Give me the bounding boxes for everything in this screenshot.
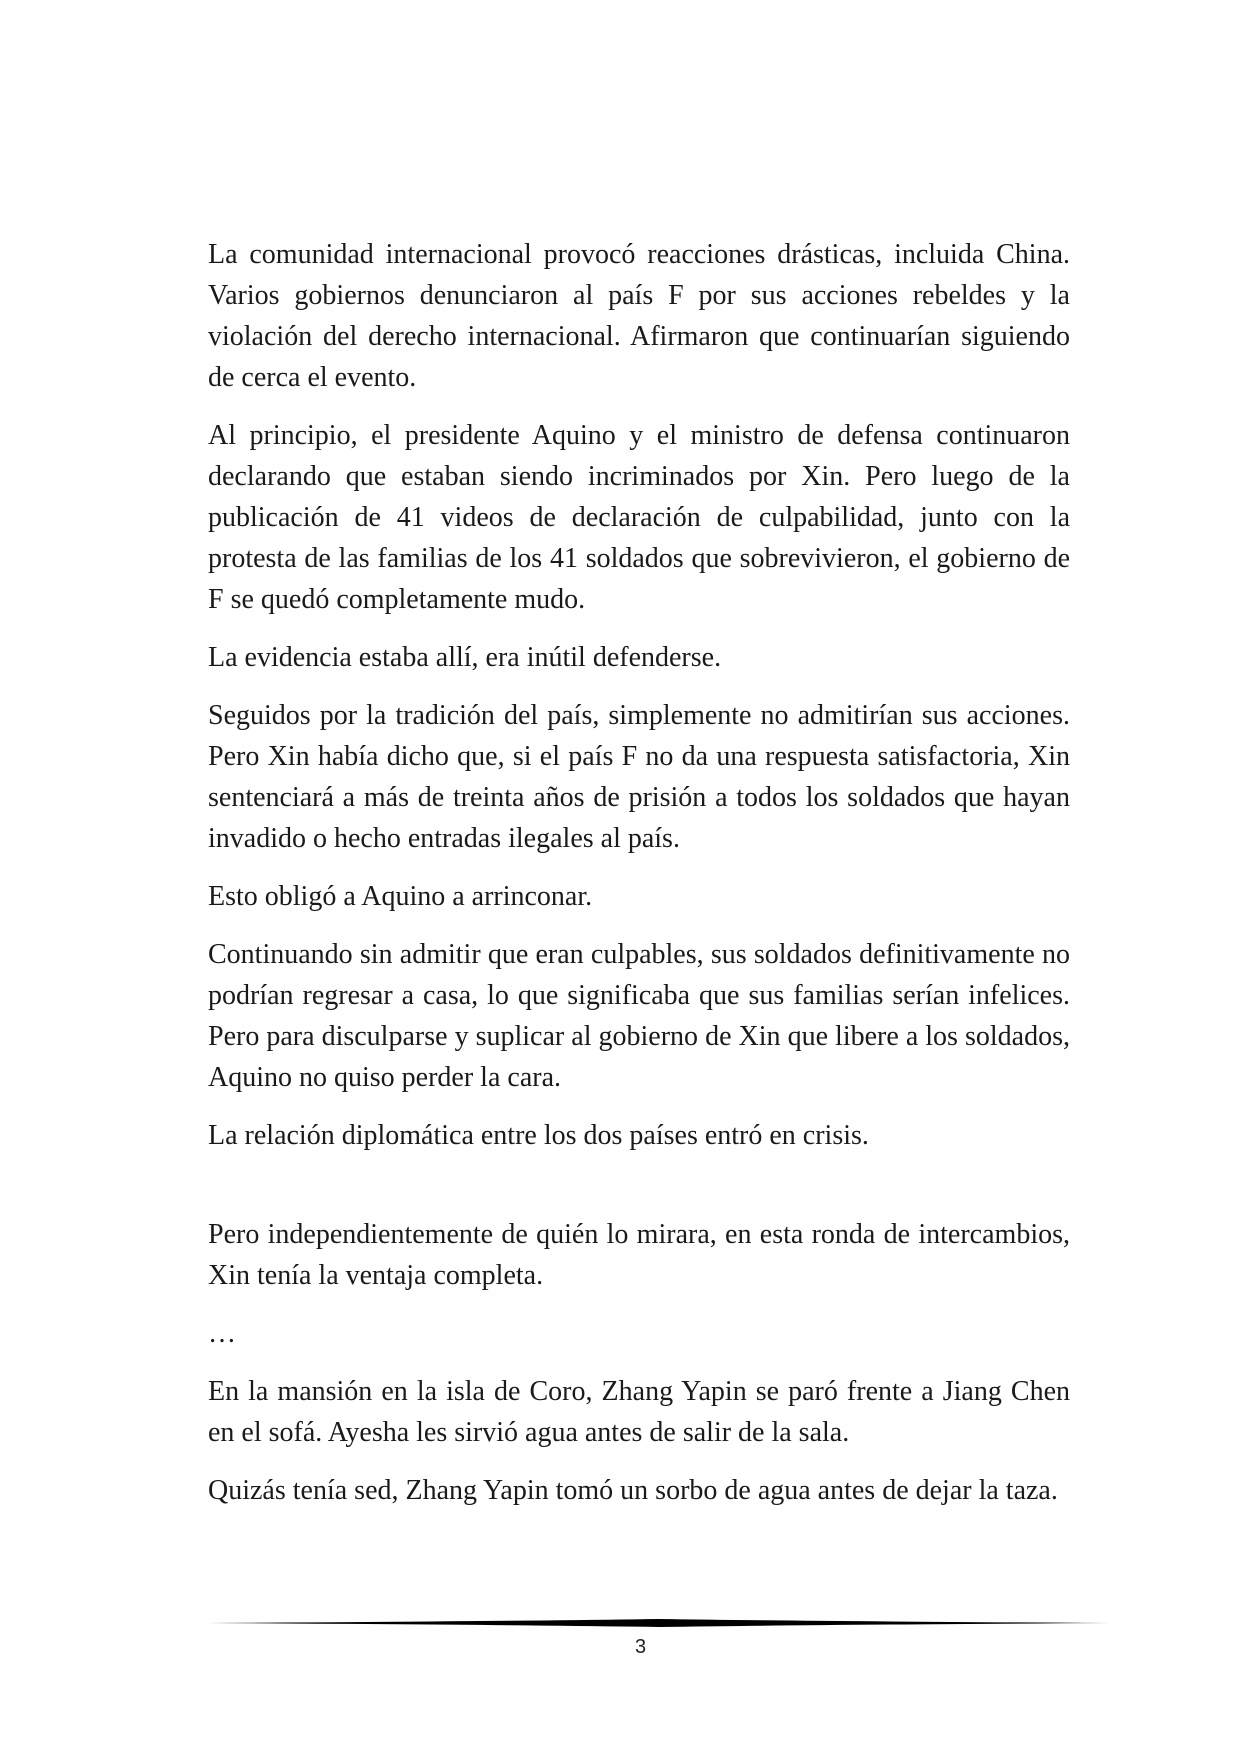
paragraph-2: Al principio, el presidente Aquino y el ministro de defensa continuaron declarando que estaban siendo incriminados por Xin. Pero luego de la publicación de 41 videos de declaración de culpabilidad, junto con la protesta de las familias de los 41 soldados que sobrevivieron, el gobierno de F se quedó completamente mudo.	[208, 420, 1070, 615]
footer-rule	[208, 1618, 1110, 1628]
paragraph-5: Esto obligó a Aquino a arrinconar.	[208, 881, 593, 912]
paragraph-6: Continuando sin admitir que eran culpables, sus soldados definitivamente no podrían regresar a casa, lo que significaba que sus familias serían infelices. Pero para disculparse y suplicar al gobierno de Xin que libere a los soldados, Aquino no quiso perder la cara.	[208, 939, 1070, 1093]
body-text	[208, 234, 1070, 1528]
paragraph-7: La relación diplomática entre los dos países entró en crisis.	[208, 1120, 869, 1151]
paragraph-10: Quizás tenía sed, Zhang Yapin tomó un sorbo de agua antes de dejar la taza.	[208, 1475, 1058, 1506]
page-number: 3	[634, 1636, 647, 1658]
paragraph-8: Pero independientemente de quién lo mirara, en esta ronda de intercambios, Xin tenía la ventaja completa.	[208, 1219, 1070, 1291]
paragraph-3: La evidencia estaba allí, era inútil defenderse.	[208, 642, 722, 673]
paragraph-9: En la mansión en la isla de Coro, Zhang Yapin se paró frente a Jiang Chen en el sofá. Ayesha les sirvió agua antes de salir de la sala.	[208, 1376, 1070, 1448]
paragraph-1: La comunidad internacional provocó reacciones drásticas, incluida China. Varios gobiernos denunciaron al país F por sus acciones rebeldes y la violación del derecho internacional. Afirmaron que continuarían siguiendo de cerca el evento.	[208, 239, 1070, 393]
paragraph-4: Seguidos por la tradición del país, simplemente no admitirían sus acciones. Pero Xin había dicho que, si el país F no da una respuesta satisfactoria, Xin sentenciará a más de treinta años de prisión a todos los soldados que hayan invadido o hecho entradas ilegales al país.	[208, 700, 1070, 854]
scene-break: …	[208, 1318, 236, 1349]
